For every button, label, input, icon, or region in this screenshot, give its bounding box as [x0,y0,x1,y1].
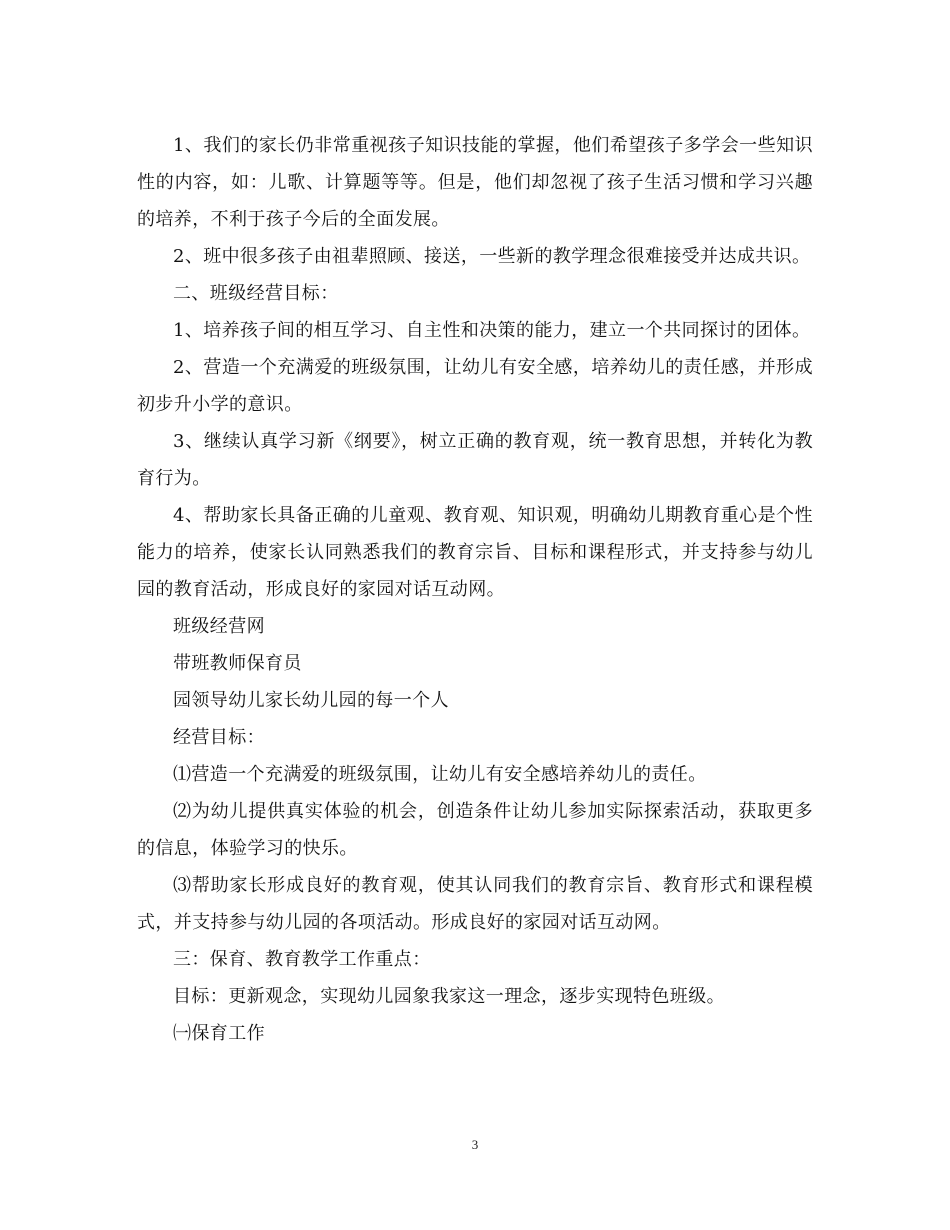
section-heading: 三：保育、教育教学工作重点： [173,949,431,970]
subsection-heading: ㈠保育工作 [173,1023,265,1044]
paragraph: 3、继续认真学习新《纲要》，树立正确的教育观，统一教育思想，并转化为教育行为。 [137,431,813,489]
paragraph: 1、培养孩子间的相互学习、自主性和决策的能力，建立一个共同探讨的团体。 [173,320,811,341]
paragraph: 经营目标： [173,727,265,748]
paragraph: 4、帮助家长具备正确的儿童观、教育观、知识观，明确幼儿期教育重心是个性能力的培养，使家长认同熟悉我们的教育宗旨、目标和课程形式，并支持参与幼儿园的教育活动，形成良好的家园对话互动网。 [137,505,813,600]
paragraph: 1、我们的家长仍非常重视孩子知识技能的掌握，他们希望孩子多学会一些知识性的内容，如：儿歌、计算题等等。但是，他们却忽视了孩子生活习惯和学习兴趣的培养，不利于孩子今后的全面发展。 [137,135,813,230]
paragraph: 2、营造一个充满爱的班级氛围，让幼儿有安全感，培养幼儿的责任感，并形成初步升小学的意识。 [137,357,813,415]
paragraph: 目标：更新观念，实现幼儿园象我家这一理念，逐步实现特色班级。 [173,986,725,1007]
page-number: 3 [471,1137,479,1152]
paragraph: 园领导幼儿家长幼儿园的每一个人 [173,690,449,711]
paragraph: ⑵为幼儿提供真实体验的机会，创造条件让幼儿参加实际探索活动，获取更多的信息，体验学习的快乐。 [137,801,813,859]
paragraph: 班级经营网 [173,616,265,637]
paragraph: 带班教师保育员 [173,653,302,674]
paragraph: ⑶帮助家长形成良好的教育观，使其认同我们的教育宗旨、教育形式和课程模式，并支持参与幼儿园的各项活动。形成良好的家园对话互动网。 [137,875,813,933]
paragraph: 2、班中很多孩子由祖辈照顾、接送，一些新的教学理念很难接受并达成共识。 [173,246,811,267]
page-body [137,127,813,1052]
section-heading: 二、班级经营目标： [173,283,339,304]
paragraph: ⑴营造一个充满爱的班级氛围，让幼儿有安全感培养幼儿的责任。 [173,764,707,785]
